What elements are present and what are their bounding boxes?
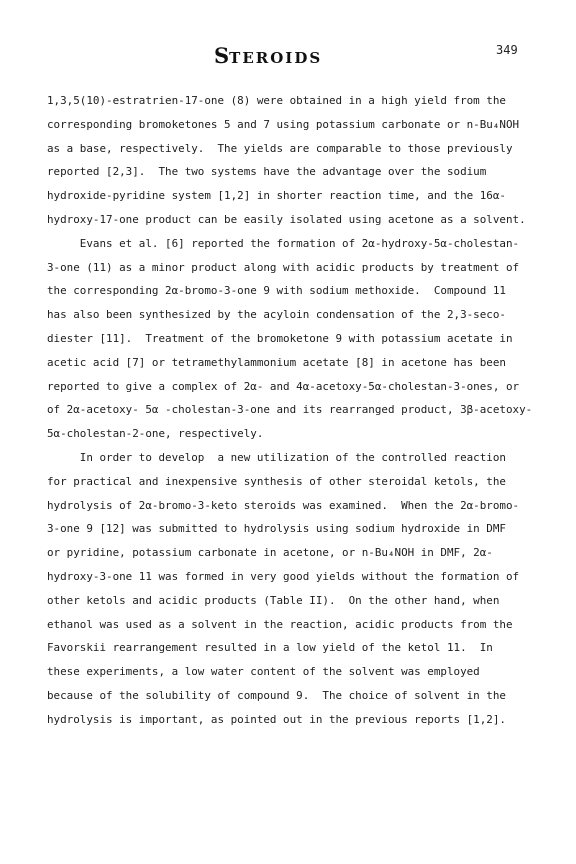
text-line: because of the solubility of compound 9. The choice of solvent in the [47, 688, 506, 702]
text-line: or pyridine, potassium carbonate in acetone, or n-Bu₄NOH in DMF, 2α- [47, 546, 493, 560]
text-line: reported to give a complex of 2α- and 4α-acetoxy-5α-cholestan-3-ones, or [47, 379, 520, 393]
journal-logo-rest: TEROIDS [229, 49, 323, 67]
text-line: reported [2,3]. The two systems have the advantage over the sodium [47, 165, 487, 179]
text-line: of 2α-acetoxy- 5α -cholestan-3-one and its rearranged product, 3β-acetoxy- [47, 403, 533, 417]
text-line: these experiments, a low water content of the solvent was employed [47, 665, 480, 679]
text-line: the corresponding 2α-bromo-3-one 9 with sodium methoxide. Compound 11 [47, 284, 506, 298]
body-text [47, 89, 547, 732]
text-line: has also been synthesized by the acyloin condensation of the 2,3-seco- [47, 308, 506, 322]
text-line: Favorskii rearrangement resulted in a low yield of the ketol 11. In [47, 641, 493, 655]
text-line: acetic acid [7] or tetramethylammonium acetate [8] in acetone has been [47, 355, 506, 369]
text-line: for practical and inexpensive synthesis of other steroidal ketols, the [47, 474, 506, 488]
text-line: 5α-cholestan-2-one, respectively. [47, 427, 264, 441]
text-line: hydrolysis of 2α-bromo-3-keto steroids was examined. When the 2α-bromo- [47, 498, 520, 512]
text-line: hydroxy-17-one product can be easily isolated using acetone as a solvent. [47, 212, 526, 226]
journal-logo-initial: S [214, 43, 230, 68]
text-line: hydrolysis is important, as pointed out in the previous reports [1,2]. [47, 712, 506, 726]
text-line: Evans et al. [6] reported the formation of 2α-hydroxy-5α-cholestan- [47, 236, 520, 250]
text-line: 3-one 9 [12] was submitted to hydrolysis using sodium hydroxide in DMF [47, 522, 506, 536]
text-line: 1,3,5(10)-estratrien-17-one (8) were obtained in a high yield from the [47, 94, 506, 107]
text-line: hydroxide-pyridine system [1,2] in shorter reaction time, and the 16α- [47, 189, 506, 203]
journal-logo [214, 43, 322, 68]
text-line: corresponding bromoketones 5 and 7 using potassium carbonate or n-Bu₄NOH [47, 117, 520, 131]
text-line: diester [11]. Treatment of the bromoketone 9 with potassium acetate in [47, 331, 513, 345]
page-number: 349 [496, 43, 518, 57]
text-line: ethanol was used as a solvent in the reaction, acidic products from the [47, 617, 513, 631]
paragraph-2 [47, 232, 547, 446]
text-line: other ketols and acidic products (Table II). On the other hand, when [47, 593, 500, 607]
paragraph-3 [47, 446, 547, 732]
paragraph-1 [47, 89, 547, 232]
text-line: as a base, respectively. The yields are comparable to those previously [47, 141, 513, 155]
text-line: In order to develop a new utilization of the controlled reaction [47, 450, 506, 464]
text-line: hydroxy-3-one 11 was formed in very good yields without the formation of [47, 569, 520, 583]
text-line: 3-one (11) as a minor product along with acidic products by treatment of [47, 260, 520, 274]
